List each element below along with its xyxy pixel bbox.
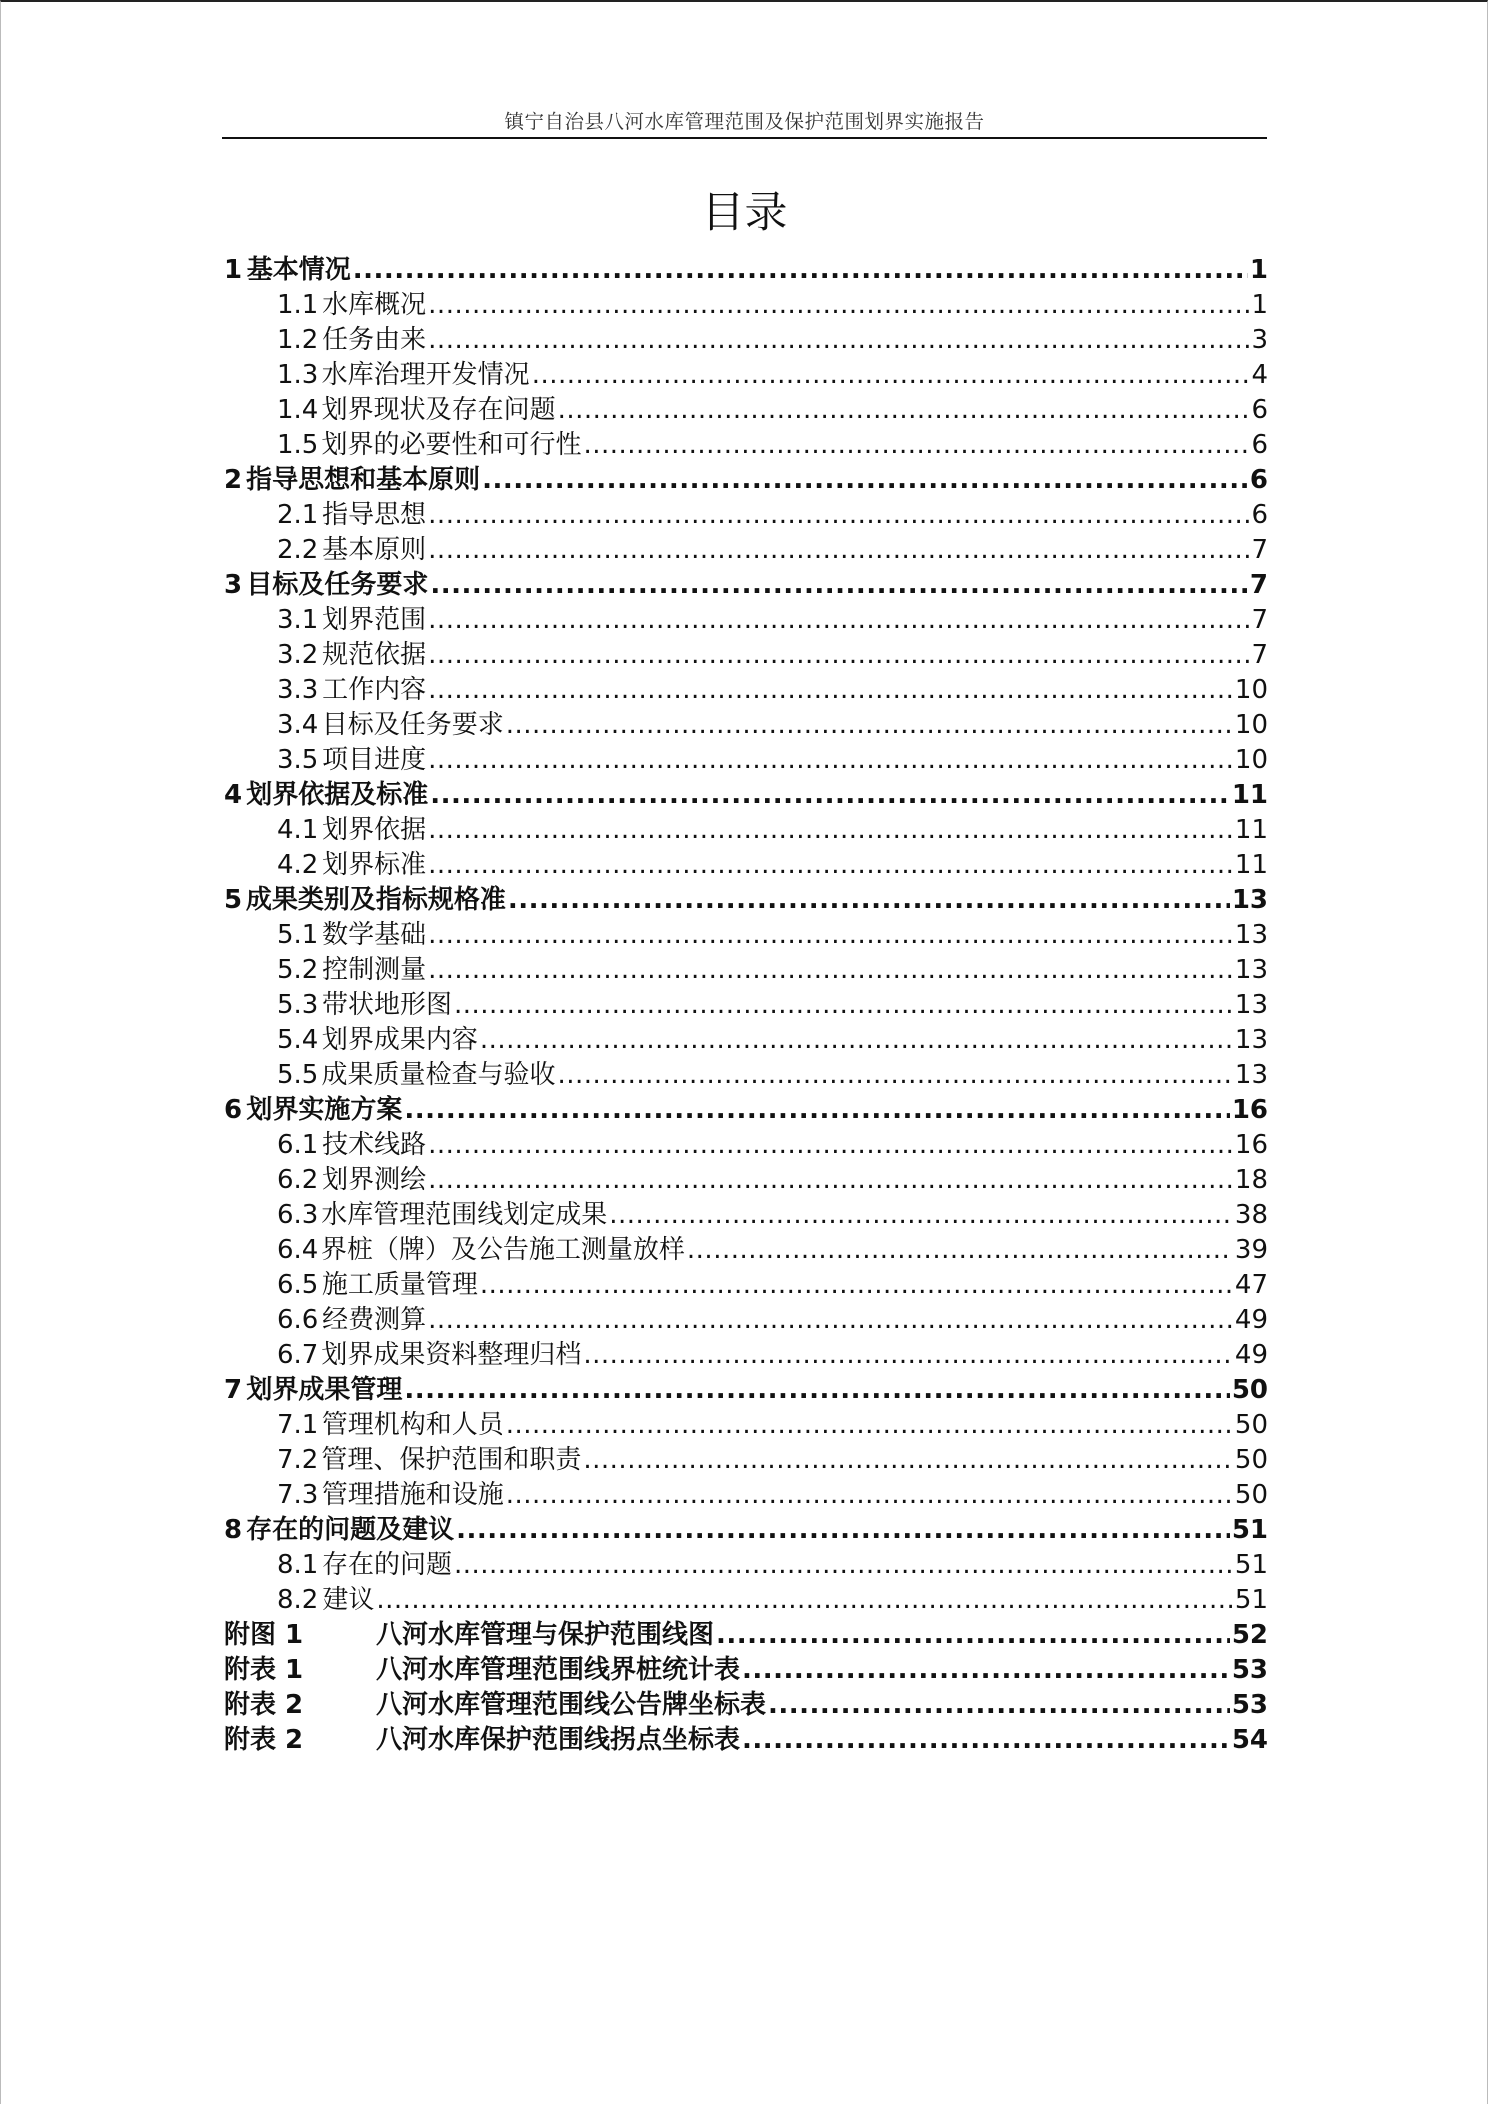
toc-entry-title: 工作内容	[322, 675, 427, 705]
toc-entry-number: 6.7	[277, 1340, 319, 1370]
toc-dot-leader	[609, 1198, 1233, 1233]
toc-dot-leader	[480, 1023, 1233, 1058]
toc-entry-number: 1	[224, 255, 243, 285]
toc-entry-number: 3.5	[277, 745, 319, 775]
toc-page-number: 3	[1251, 325, 1268, 355]
toc-page-number: 1	[1249, 255, 1268, 285]
toc-entry-title: 八河水库管理范围线界桩统计表	[376, 1655, 741, 1685]
toc-section-entry[interactable]	[224, 428, 1268, 463]
toc-page-number: 7	[1249, 570, 1268, 600]
toc-section-entry[interactable]	[224, 638, 1268, 673]
toc-dot-leader	[404, 1093, 1229, 1128]
toc-entry-number: 3.4	[277, 710, 319, 740]
toc-page-number: 51	[1231, 1515, 1268, 1545]
toc-chapter-entry[interactable]	[224, 1093, 1268, 1128]
toc-entry-number: 1.4	[277, 395, 319, 425]
toc-section-entry[interactable]	[224, 813, 1268, 848]
toc-entry-number: 6.2	[277, 1165, 319, 1195]
toc-section-entry[interactable]	[224, 918, 1268, 953]
toc-entry-title: 建议	[322, 1585, 375, 1615]
toc-entry-number: 6.6	[277, 1305, 319, 1335]
toc-entry-number: 8.1	[277, 1550, 319, 1580]
toc-entry-number: 1.3	[277, 360, 319, 390]
toc-page-number: 13	[1234, 1060, 1268, 1090]
toc-entry-title: 水库管理范围线划定成果	[321, 1200, 608, 1230]
toc-entry-title: 存在的问题	[321, 1550, 452, 1580]
toc-entry-number: 4.2	[277, 850, 319, 880]
toc-dot-leader	[430, 568, 1248, 603]
toc-chapter-entry[interactable]	[224, 568, 1268, 603]
toc-entry-number: 7.1	[277, 1410, 319, 1440]
toc-dot-leader	[454, 988, 1233, 1023]
toc-dot-leader	[428, 1303, 1233, 1338]
toc-dot-leader	[583, 428, 1249, 463]
toc-chapter-entry[interactable]	[224, 883, 1268, 918]
toc-entry-title: 目标及任务要求	[321, 710, 504, 740]
toc-dot-leader	[376, 1583, 1233, 1618]
toc-entry-title: 划界实施方案	[246, 1095, 403, 1125]
toc-section-entry[interactable]	[224, 1408, 1268, 1443]
toc-dot-leader	[404, 1373, 1229, 1408]
toc-appendix-entry[interactable]	[224, 1723, 1268, 1758]
toc-entry-number: 附表 2	[224, 1690, 304, 1720]
toc-entry-number: 附表 1	[224, 1655, 304, 1685]
toc-section-entry[interactable]	[224, 1338, 1268, 1373]
toc-entry-number: 5	[224, 885, 243, 915]
toc-entry-title: 界桩（牌）及公告施工测量放样	[320, 1235, 685, 1265]
toc-entry-title: 技术线路	[322, 1130, 427, 1160]
toc-dot-leader	[428, 288, 1249, 323]
toc-section-entry[interactable]	[224, 498, 1268, 533]
header-rule	[222, 137, 1267, 139]
toc-dot-leader	[428, 743, 1233, 778]
toc-dot-leader	[428, 673, 1233, 708]
toc-section-entry[interactable]	[224, 288, 1268, 323]
toc-dot-leader	[428, 1163, 1233, 1198]
toc-dot-leader	[742, 1723, 1230, 1758]
toc-dot-leader	[428, 603, 1249, 638]
toc-dot-leader	[742, 1653, 1230, 1688]
toc-entry-number: 8.2	[277, 1585, 319, 1615]
toc-dot-leader	[506, 708, 1233, 743]
toc-entry-title: 划界范围	[322, 605, 427, 635]
toc-section-entry[interactable]	[224, 1443, 1268, 1478]
toc-page-number: 13	[1234, 955, 1268, 985]
toc-dot-leader	[428, 498, 1249, 533]
toc-entry-number: 5.5	[277, 1060, 319, 1090]
toc-dot-leader	[506, 1478, 1233, 1513]
toc-page-number: 50	[1234, 1480, 1268, 1510]
toc-page-number: 1	[1251, 290, 1268, 320]
toc-entry-title: 划界成果资料整理归档	[321, 1340, 582, 1370]
toc-entry-title: 划界依据	[322, 815, 427, 845]
toc-appendix-entry[interactable]	[224, 1653, 1268, 1688]
toc-entry-title: 八河水库管理范围线公告牌坐标表	[376, 1690, 767, 1720]
toc-section-entry[interactable]	[224, 1233, 1268, 1268]
toc-entry-title: 划界成果管理	[246, 1375, 403, 1405]
toc-page-number: 10	[1234, 745, 1268, 775]
toc-entry-title: 目标及任务要求	[246, 570, 429, 600]
toc-section-entry[interactable]	[224, 1268, 1268, 1303]
toc-entry-title: 带状地形图	[321, 990, 452, 1020]
toc-title: 目录	[701, 188, 788, 238]
toc-section-entry[interactable]	[224, 673, 1268, 708]
toc-dot-leader	[428, 1128, 1233, 1163]
toc-entry-number: 6	[224, 1095, 243, 1125]
toc-entry-number: 2.1	[277, 500, 319, 530]
toc-entry-number: 3	[224, 570, 243, 600]
toc-dot-leader	[428, 638, 1249, 673]
toc-dot-leader	[716, 1618, 1230, 1653]
toc-dot-leader	[428, 533, 1249, 568]
toc-page-number: 50	[1234, 1445, 1268, 1475]
toc-entry-number: 8	[224, 1515, 243, 1545]
toc-section-entry[interactable]	[224, 848, 1268, 883]
toc-entry-number: 1.1	[277, 290, 319, 320]
toc-section-entry[interactable]	[224, 1163, 1268, 1198]
toc-page-number: 52	[1231, 1620, 1268, 1650]
toc-chapter-entry[interactable]	[224, 463, 1268, 498]
toc-appendix-entry[interactable]	[224, 1688, 1268, 1723]
toc-page-number: 50	[1231, 1375, 1268, 1405]
toc-section-entry[interactable]	[224, 743, 1268, 778]
toc-page-number: 11	[1234, 850, 1268, 880]
toc-page-number: 10	[1234, 675, 1268, 705]
toc-section-entry[interactable]	[224, 988, 1268, 1023]
toc-entry-title: 水库概况	[322, 290, 427, 320]
toc-entry-number: 2	[224, 465, 243, 495]
toc-section-entry[interactable]	[224, 393, 1268, 428]
toc-page-number: 6	[1251, 395, 1268, 425]
toc-page-number: 53	[1231, 1690, 1268, 1720]
toc-entry-title: 基本原则	[322, 535, 427, 565]
toc-dot-leader	[583, 1443, 1233, 1478]
toc-entry-number: 7	[224, 1375, 243, 1405]
toc-entry-title: 项目进度	[322, 745, 427, 775]
toc-page-number: 4	[1251, 360, 1268, 390]
toc-page-number: 13	[1234, 1025, 1268, 1055]
toc-entry-title: 指导思想和基本原则	[246, 465, 481, 495]
toc-entry-title: 划界的必要性和可行性	[321, 430, 582, 460]
toc-appendix-entry[interactable]	[224, 1618, 1268, 1653]
toc-dot-leader	[768, 1688, 1230, 1723]
toc-page-number: 18	[1234, 1165, 1268, 1195]
toc-section-entry[interactable]	[224, 533, 1268, 568]
toc-page-number: 10	[1234, 710, 1268, 740]
toc-page-number: 11	[1231, 780, 1268, 810]
toc-page-number: 7	[1251, 535, 1268, 565]
toc-dot-leader	[428, 953, 1233, 988]
toc-entry-title: 划界成果内容	[321, 1025, 478, 1055]
toc-dot-leader	[687, 1233, 1233, 1268]
toc-entry-number: 6.4	[277, 1235, 319, 1265]
toc-section-entry[interactable]	[224, 1058, 1268, 1093]
toc-page-number: 38	[1234, 1200, 1268, 1230]
toc-chapter-entry[interactable]	[224, 778, 1268, 813]
toc-dot-leader	[456, 1513, 1230, 1548]
toc-entry-number: 1.2	[277, 325, 319, 355]
toc-section-entry[interactable]	[224, 1583, 1268, 1618]
toc-entry-number: 1.5	[277, 430, 319, 460]
toc-page-number: 7	[1251, 640, 1268, 670]
toc-entry-title: 八河水库管理与保护范围线图	[376, 1620, 715, 1650]
toc-entry-number: 6.3	[277, 1200, 319, 1230]
toc-page-number: 51	[1234, 1585, 1268, 1615]
toc-entry-title: 管理措施和设施	[321, 1480, 504, 1510]
toc-page-number: 6	[1249, 465, 1268, 495]
toc-entry-title: 划界现状及存在问题	[321, 395, 556, 425]
toc-entry-number: 附表 2	[224, 1725, 304, 1755]
toc-entry-number: 附图 1	[224, 1620, 304, 1650]
toc-dot-leader	[428, 848, 1233, 883]
toc-entry-number: 5.2	[277, 955, 319, 985]
toc-page-number: 7	[1251, 605, 1268, 635]
toc-entry-title: 成果质量检查与验收	[321, 1060, 556, 1090]
toc-chapter-entry[interactable]	[224, 253, 1268, 288]
toc-page-number: 49	[1234, 1305, 1268, 1335]
toc-dot-leader	[508, 883, 1230, 918]
toc-entry-title: 划界标准	[322, 850, 427, 880]
toc-section-entry[interactable]	[224, 603, 1268, 638]
toc-entry-title: 成果类别及指标规格准	[245, 885, 506, 915]
toc-dot-leader	[428, 918, 1233, 953]
toc-entry-title: 经费测算	[322, 1305, 427, 1335]
toc-dot-leader	[428, 813, 1233, 848]
toc-entry-number: 7.3	[277, 1480, 319, 1510]
toc-dot-leader	[532, 358, 1250, 393]
table-of-contents	[224, 253, 1268, 1758]
toc-entry-number: 5.1	[277, 920, 319, 950]
toc-section-entry[interactable]	[224, 1303, 1268, 1338]
toc-chapter-entry[interactable]	[224, 1373, 1268, 1408]
toc-entry-number: 4.1	[277, 815, 319, 845]
toc-section-entry[interactable]	[224, 1198, 1268, 1233]
toc-page-number: 47	[1234, 1270, 1268, 1300]
toc-dot-leader	[428, 323, 1249, 358]
toc-page-number: 16	[1231, 1095, 1268, 1125]
toc-dot-leader	[454, 1548, 1233, 1583]
toc-dot-leader	[506, 1408, 1233, 1443]
toc-entry-title: 规范依据	[322, 640, 427, 670]
toc-entry-title: 任务由来	[322, 325, 427, 355]
toc-dot-leader	[482, 463, 1248, 498]
toc-entry-number: 3.1	[277, 605, 319, 635]
toc-entry-title: 划界依据及标准	[246, 780, 429, 810]
toc-entry-number: 2.2	[277, 535, 319, 565]
toc-page-number: 49	[1234, 1340, 1268, 1370]
toc-page-number: 13	[1231, 885, 1268, 915]
toc-entry-title: 指导思想	[322, 500, 427, 530]
toc-dot-leader	[583, 1338, 1233, 1373]
toc-entry-title: 数学基础	[322, 920, 427, 950]
toc-page-number: 50	[1234, 1410, 1268, 1440]
toc-entry-number: 7.2	[277, 1445, 319, 1475]
toc-dot-leader	[558, 1058, 1233, 1093]
toc-dot-leader	[558, 393, 1250, 428]
toc-chapter-entry[interactable]	[224, 1513, 1268, 1548]
toc-entry-number: 6.5	[277, 1270, 319, 1300]
toc-page-number: 54	[1231, 1725, 1268, 1755]
toc-section-entry[interactable]	[224, 1128, 1268, 1163]
toc-entry-title: 施工质量管理	[321, 1270, 478, 1300]
toc-page-number: 6	[1251, 430, 1268, 460]
toc-entry-title: 存在的问题及建议	[246, 1515, 455, 1545]
toc-dot-leader	[353, 253, 1248, 288]
toc-entry-number: 5.4	[277, 1025, 319, 1055]
toc-section-entry[interactable]	[224, 1023, 1268, 1058]
toc-entry-title: 划界测绘	[322, 1165, 427, 1195]
toc-entry-number: 3.2	[277, 640, 319, 670]
toc-page-number: 16	[1234, 1130, 1268, 1160]
running-header: 镇宁自治县八河水库管理范围及保护范围划界实施报告	[504, 110, 985, 133]
toc-entry-title: 水库治理开发情况	[321, 360, 530, 390]
toc-section-entry[interactable]	[224, 953, 1268, 988]
toc-page-number: 13	[1234, 920, 1268, 950]
toc-page-number: 51	[1234, 1550, 1268, 1580]
toc-entry-number: 6.1	[277, 1130, 319, 1160]
toc-section-entry[interactable]	[224, 323, 1268, 358]
toc-entry-title: 基本情况	[246, 255, 351, 285]
toc-page-number: 13	[1234, 990, 1268, 1020]
toc-page-number: 11	[1234, 815, 1268, 845]
toc-page-number: 53	[1231, 1655, 1268, 1685]
toc-dot-leader	[430, 778, 1230, 813]
toc-page-number: 39	[1234, 1235, 1268, 1265]
toc-entry-title: 管理机构和人员	[321, 1410, 504, 1440]
toc-entry-number: 4	[224, 780, 243, 810]
toc-entry-title: 八河水库保护范围线拐点坐标表	[376, 1725, 741, 1755]
toc-entry-number: 5.3	[277, 990, 319, 1020]
toc-page-number: 6	[1251, 500, 1268, 530]
toc-section-entry[interactable]	[224, 1478, 1268, 1513]
toc-entry-title: 管理、保护范围和职责	[321, 1445, 582, 1475]
toc-section-entry[interactable]	[224, 1548, 1268, 1583]
toc-section-entry[interactable]	[224, 358, 1268, 393]
toc-entry-number: 3.3	[277, 675, 319, 705]
toc-section-entry[interactable]	[224, 708, 1268, 743]
toc-dot-leader	[480, 1268, 1233, 1303]
toc-entry-title: 控制测量	[322, 955, 427, 985]
